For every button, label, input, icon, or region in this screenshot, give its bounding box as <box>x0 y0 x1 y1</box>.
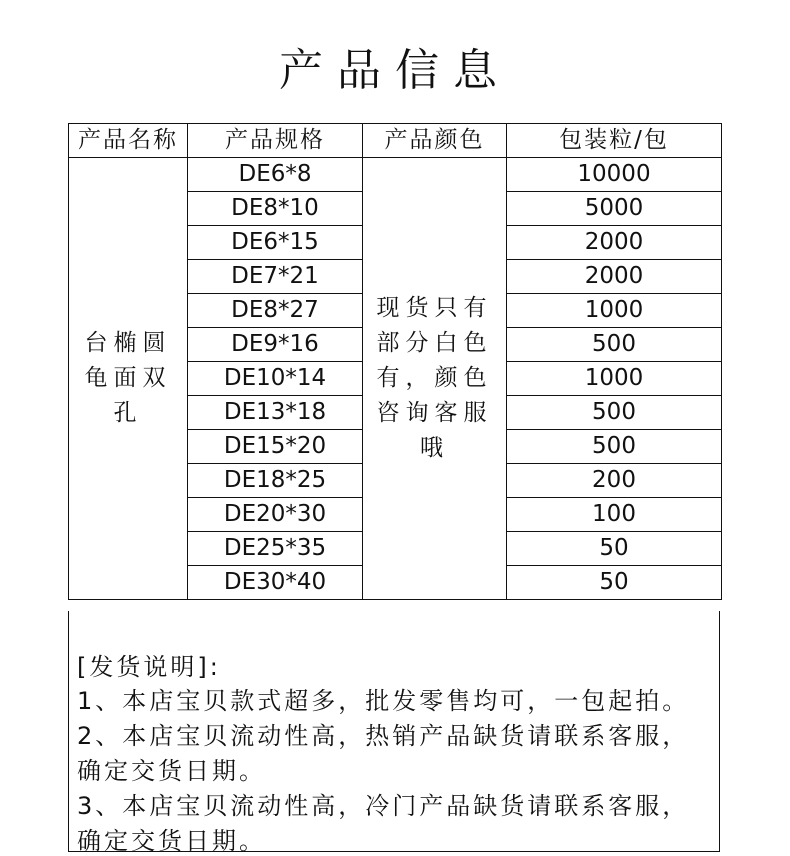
spec-cell: DE8*27 <box>188 294 363 328</box>
spec-cell: DE15*20 <box>188 430 363 464</box>
notes-line: 确定交货日期。 <box>77 757 266 785</box>
table-row <box>69 158 722 192</box>
qty-cell: 100 <box>507 498 722 532</box>
qty-cell: 2000 <box>507 260 722 294</box>
spec-cell: DE7*21 <box>188 260 363 294</box>
color-note-line: 哦 <box>420 435 449 461</box>
notes-line: 2、本店宝贝流动性高，热销产品缺货请联系客服， <box>77 722 690 750</box>
color-note-line: 有，颜色 <box>376 365 493 391</box>
notes-heading: [发货说明]: <box>77 653 221 681</box>
color-note-line: 部分白色 <box>376 330 493 356</box>
qty-cell: 500 <box>507 430 722 464</box>
product-table <box>68 123 722 600</box>
product-name-line: 孔 <box>113 400 143 426</box>
spec-cell: DE6*15 <box>188 226 363 260</box>
qty-cell: 2000 <box>507 226 722 260</box>
notes-line: 1、本店宝贝款式超多，批发零售均可，一包起拍。 <box>77 687 690 715</box>
spec-cell: DE30*40 <box>188 566 363 600</box>
spec-cell: DE10*14 <box>188 362 363 396</box>
notes-line: 确定交货日期。 <box>77 827 266 855</box>
spec-cell: DE13*18 <box>188 396 363 430</box>
header-name: 产品名称 <box>69 124 188 158</box>
qty-cell: 1000 <box>507 294 722 328</box>
product-name-cell <box>69 158 188 600</box>
page-title: 产品信息 <box>279 45 511 96</box>
qty-cell: 200 <box>507 464 722 498</box>
spec-cell: DE18*25 <box>188 464 363 498</box>
qty-cell: 50 <box>507 532 722 566</box>
spec-cell: DE25*35 <box>188 532 363 566</box>
spec-cell: DE6*8 <box>188 158 363 192</box>
notes-line: 3、本店宝贝流动性高，冷门产品缺货请联系客服， <box>77 792 690 820</box>
qty-cell: 1000 <box>507 362 722 396</box>
color-note-line: 现货只有 <box>376 295 493 321</box>
header-color: 产品颜色 <box>363 124 507 158</box>
spec-cell: DE8*10 <box>188 192 363 226</box>
product-name-line: 台椭圆 <box>84 330 172 356</box>
product-name-line: 龟面双 <box>84 365 172 391</box>
color-note-line: 咨询客服 <box>376 400 493 426</box>
spec-cell: DE9*16 <box>188 328 363 362</box>
color-note-cell <box>363 158 507 600</box>
qty-cell: 10000 <box>507 158 722 192</box>
shipping-notes <box>68 611 720 855</box>
qty-cell: 5000 <box>507 192 722 226</box>
qty-cell: 500 <box>507 328 722 362</box>
header-spec: 产品规格 <box>188 124 363 158</box>
qty-cell: 50 <box>507 566 722 600</box>
spec-cell: DE20*30 <box>188 498 363 532</box>
header-qty: 包装粒/包 <box>507 124 722 158</box>
qty-cell: 500 <box>507 396 722 430</box>
table-header-row <box>69 124 722 158</box>
